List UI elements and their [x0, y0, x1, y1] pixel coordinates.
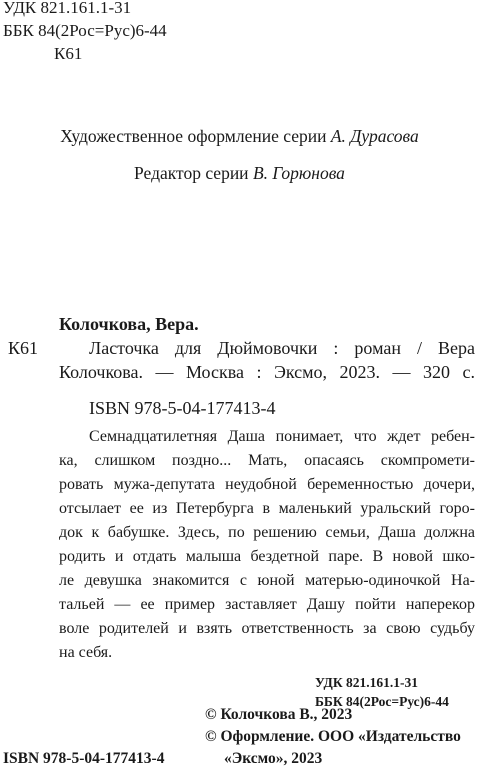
- copyright-design: © Оформление. ООО «Издательство: [205, 728, 461, 745]
- abstract-line: воле родителей и взять ответственность за свою судьбу: [59, 620, 475, 637]
- udk-code: УДК 821.161.1-31: [3, 0, 132, 17]
- series-editor-name: В. Горюнова: [252, 163, 345, 183]
- title-line-2: Колочкова. — Москва : Эксмо, 2023. — 320 с.: [59, 362, 475, 382]
- title-line-1: Ласточка для Дюймовочки : роман / Вера: [89, 338, 475, 358]
- series-editor-credit: [0, 162, 479, 184]
- abstract-line: отсылает ее из Петербурга в маленький уральский горо-: [59, 500, 475, 517]
- bbk-code: ББК 84(2Рос=Рус)6-44: [3, 21, 167, 40]
- author-heading: Колочкова, Вера.: [59, 314, 199, 334]
- series-design-name: А. Дурасова: [330, 126, 419, 146]
- abstract-line: Семнадцатилетняя Даша понимает, что ждет ребен-: [89, 428, 475, 445]
- series-design-credit: [0, 125, 479, 147]
- abstract-line: док к бабушке. Здесь, по решению семьи, Даша должна: [59, 524, 475, 541]
- abstract-line: ка, слишком поздно... Мать, опасаясь скомпромети-: [59, 452, 475, 469]
- abstract-line: тальей — ее пример заставляет Дашу пойти наперекор: [59, 596, 475, 613]
- copyright-author: © Колочкова В., 2023: [205, 706, 353, 723]
- abstract-line: на себя.: [59, 644, 113, 661]
- bbk-code-bottom: ББК 84(2Рос=Рус)6-44: [315, 694, 449, 709]
- copyright-publisher: «Эксмо», 2023: [224, 750, 323, 767]
- abstract-line: ле девушка знакомится с юной матерью-одиночкой На-: [59, 572, 475, 589]
- isbn-record: ISBN 978-5-04-177413-4: [89, 398, 276, 418]
- series-design-label: Художественное оформление серии: [60, 126, 327, 146]
- abstract-line: родить и отдать малыша бездетной паре. В новой шко-: [59, 548, 475, 565]
- author-sign: К61: [54, 44, 83, 63]
- isbn-bottom: ISBN 978-5-04-177413-4: [3, 750, 165, 767]
- series-editor-label: Редактор серии: [134, 163, 249, 183]
- abstract-line: ровать мужа-депутата неудобной беременностью дочери,: [59, 476, 475, 493]
- udk-code-bottom: УДК 821.161.1-31: [315, 675, 418, 690]
- bib-author-sign: К61: [8, 338, 39, 358]
